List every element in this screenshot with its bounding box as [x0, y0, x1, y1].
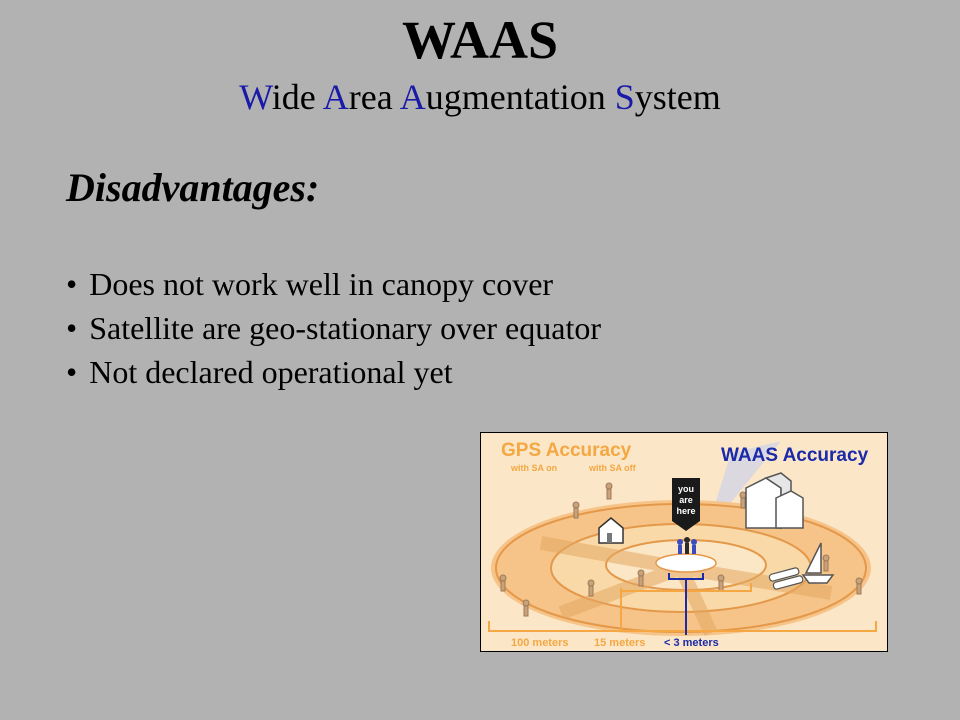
subtitle-word: Wide [239, 77, 323, 117]
are-label: are [679, 495, 693, 505]
subtitle-word: Augmentation [399, 77, 615, 117]
subtitle-word: Area [322, 77, 400, 117]
bullet-item: • Does not work well in canopy cover [66, 266, 554, 302]
bullet-dot: • [66, 266, 78, 302]
bullet-item: • Not declared operational yet [66, 354, 453, 390]
ellipse-3m [656, 554, 716, 572]
scale-3m-label: < 3 meters [664, 637, 719, 649]
scale-100m-label: 100 meters [511, 637, 569, 649]
you-label: you [677, 484, 695, 494]
gps-accuracy-label: GPS Accuracy [501, 440, 632, 461]
slide-title: WAAS [401, 10, 559, 70]
slide-subtitle [0, 74, 960, 120]
bullet-item: • Satellite are geo-stationary over equator [66, 310, 601, 346]
waas-accuracy-illustration [480, 432, 888, 652]
bullet-list [66, 262, 601, 394]
here-label: here [676, 506, 696, 516]
sa-off-label: with SA off [589, 463, 636, 473]
scale-15m-label: 15 meters [594, 637, 646, 649]
waas-accuracy-label: WAAS Accuracy [721, 445, 869, 466]
bullet-dot: • [66, 354, 78, 390]
sa-on-label: with SA on [511, 463, 558, 473]
bullet-dot: • [66, 310, 78, 346]
subtitle-word: System [614, 77, 721, 117]
accuracy-diagram [481, 433, 887, 651]
section-heading: Disadvantages: [66, 165, 320, 210]
